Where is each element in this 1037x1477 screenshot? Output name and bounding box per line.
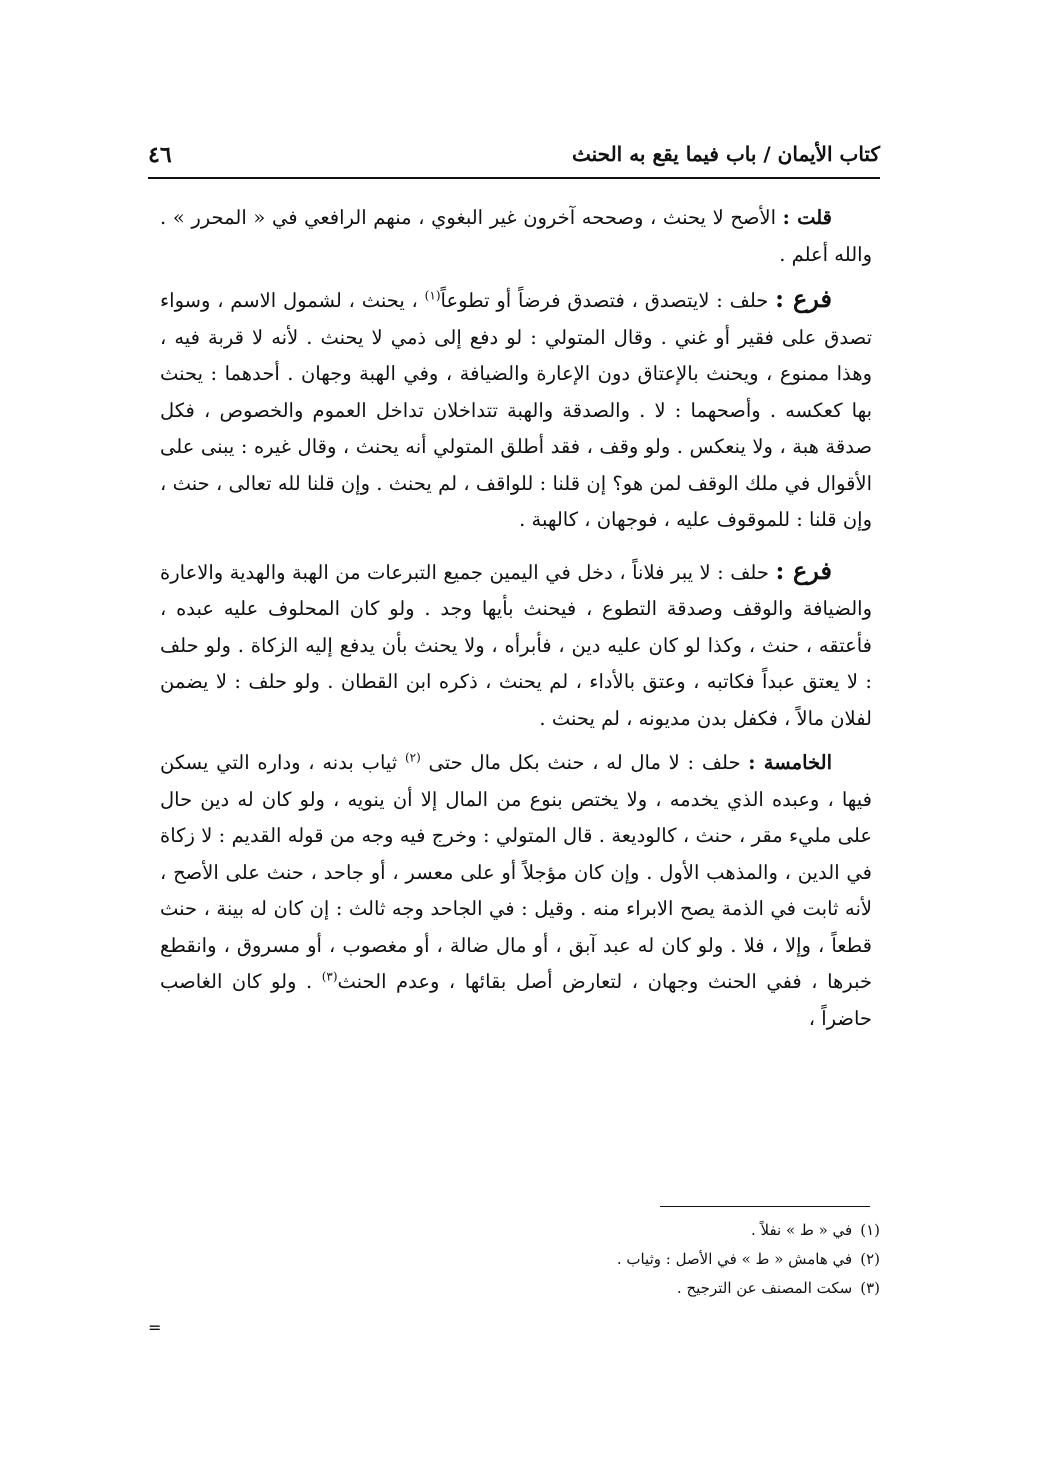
paragraph-lead: الخامسة : [748,751,832,774]
footnote-2 [560,1245,880,1274]
paragraph-lead: قلت : [782,206,832,229]
paragraph-lead: فرع : [775,284,833,313]
footnote-3 [560,1274,880,1303]
footnote-ref-2: (٢) [404,750,421,765]
paragraph-text: ثياب بدنه ، وداره التي يسكن فيها ، وعبده الذي يخدمه ، ولا يختص بنوع من المال إلا أن ينويه ، ولو كان له دين حال على مليء مقر ، حنث ، كالوديعة . قال المتولي : وخرج فيه وجه من قوله القديم : لا زكاة في الدين ، والمذهب الأول . وإن كان مؤجلاً أو على معسر ، أو جاحد ، حنث على الأصح ، لأنه ثابت في الذمة يصح الابراء منه . وقيل : في الجاحد وجه ثالث : إن كان له بينة ، حنث قطعاً ، وإلا ، فلا . ولو كان له عبد آبق ، أو مال ضالة ، أو مغصوب ، أو مسروق ، وانقطع خبرها ، ففي الحنث وجهان ، لتعارض أصل بقائها ، وعدم الحنث [160,751,873,993]
paragraph-text: . ولو كان الغاصب حاضراً ، [160,970,872,1030]
main-text [160,200,872,1045]
paragraph-text: الأصح لا يحنث ، وصححه آخرون غير البغوي ، منهم الرافعي في « المحرر » . والله أعلم . [160,206,872,266]
footnote-ref-1: (١) [424,288,441,303]
paragraph-text: حلف : لايتصدق ، فتصدق فرضاً أو تطوعاً [440,289,769,312]
footnote-rule [660,1206,870,1207]
paragraph-text: ، يحنث ، لشمول الاسم ، وسواء تصدق على فقير أو غني . وقال المتولي : لو دفع إلى ذمي لا يحنث . لأنه لا قربة فيه ، وهذا ممنوع ، ويحنث بالإعتاق دون الإعارة والضيافة ، وفي الهبة وجهان . أحدهما : يحنث بها كعكسه . وأصحهما : لا . والصدقة والهبة تتداخلان تداخل العموم والخصوص ، فكل صدقة هبة ، ولا ينعكس . ولو وقف ، فقد أطلق المتولي أنه يحنث ، وقال غيره : يبنى على الأقوال في ملك الوقف لمن هو؟ إن قلنا : للواقف ، لم يحنث . وإن قلنا لله تعالى ، حنث ، وإن قلنا : للموقوف عليه ، فوجهان ، كالهبة . [160,289,872,531]
footnote-number: (٣) [860,1279,880,1297]
footnote-ref-3: (٣) [321,969,338,984]
footnote-number: (١) [860,1221,880,1239]
paragraph-4 [160,745,872,1037]
paragraph-text: حلف : لا مال له ، حنث بكل مال حتى [428,751,741,774]
paragraph-text: حلف : لا يبر فلاناً ، دخل في اليمين جميع التبرعات من الهبة والهدية والاعارة والضيافة والوقف وصدقة التطوع ، فيحنث بأيها وجد . ولو كان المحلوف عليه عبده ، فأعتقه ، حنث ، وكذا لو كان عليه دين ، فأبرأه ، ولا يحنث بأن يدفع إليه الزكاة . ولو حلف : لا يعتق عبداً فكاتبه ، وعتق بالأداء ، لم يحنث ، ذكره ابن القطان . ولو حلف : لا يضمن لفلان مالاً ، فكفل بدن مديونه ، لم يحنث . [160,560,872,730]
footnote-text: سكت المصنف عن الترجيح . [676,1279,853,1297]
signature-mark: = [148,1318,162,1337]
paragraph-lead: فرع : [775,555,832,585]
footnote-1 [560,1216,880,1245]
header-rule [148,177,880,179]
footnote-text: في هامش « ط » في الأصل : وثياب . [616,1250,853,1268]
page-number: ٤٦ [148,142,172,168]
paragraph-1 [160,200,872,273]
footnotes [560,1216,880,1303]
paragraph-3 [160,553,872,738]
running-header [148,140,880,176]
footnote-text: في « ط » نفلاً . [750,1221,853,1239]
footnote-number: (٢) [860,1250,880,1268]
header-title: كتاب الأيمان / باب فيما يقع به الحنث [572,142,880,166]
paragraph-2 [160,281,872,539]
